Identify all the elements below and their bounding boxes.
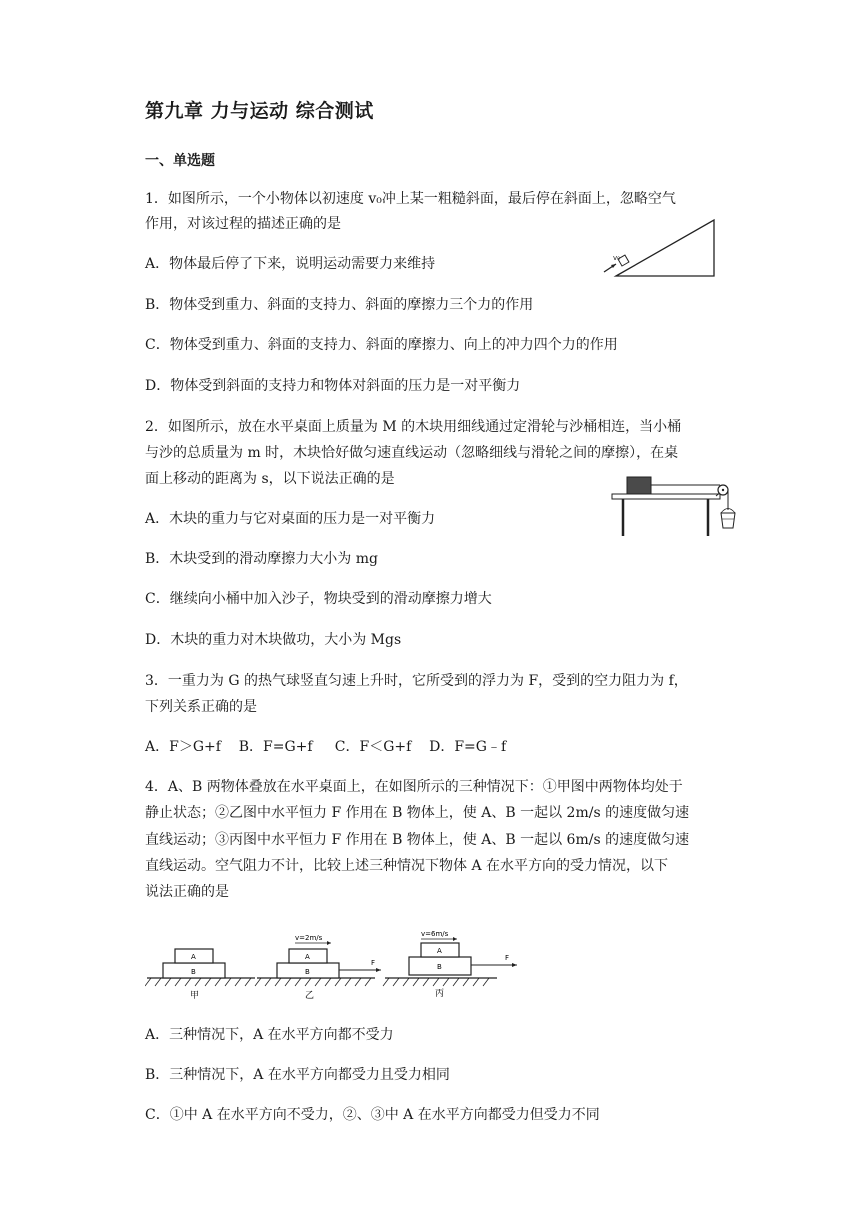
caption-jia: 甲: [190, 991, 200, 1001]
force-label: F: [371, 959, 376, 967]
wood-block: [627, 477, 651, 494]
q4-option-c: C．①中 A 在水平方向不受力，②、③中 A 在水平方向都受力但受力不同: [145, 1107, 600, 1123]
q4-stem-line-2: 静止状态；②乙图中水平恒力 F 作用在 B 物体上，使 A、B 一起以 2m/s 的速度做匀速: [145, 805, 690, 821]
pulley-table-figure: [608, 470, 738, 542]
speed-label-6: v=6m/s: [421, 930, 449, 938]
caption-bing: 丙: [435, 989, 445, 999]
q2-option-b: B．木块受到的滑动摩擦力大小为 mg: [145, 551, 378, 567]
panel-bing: [383, 930, 517, 999]
panel-jia: [145, 949, 255, 1001]
q1-stem-line-2: 作用，对该过程的描述正确的是: [145, 216, 341, 232]
q4-option-b: B．三种情况下，A 在水平方向都受力且受力相同: [145, 1067, 450, 1083]
q3-stem-line-1: 3．一重力为 G 的热气球竖直匀速上升时，它所受到的浮力为 F，受到的空力阻力为 f，: [145, 673, 688, 689]
table-top: [612, 494, 720, 499]
caption-yi: 乙: [305, 991, 315, 1001]
label-b: B: [191, 968, 196, 976]
stacked-blocks-figure: [145, 925, 525, 1005]
page-title: 第九章 力与运动 综合测试: [145, 100, 374, 122]
q2-option-d: D．木块的重力对木块做功，大小为 Mgs: [145, 632, 402, 648]
incline-triangle: [616, 220, 714, 276]
q1-option-a: A．物体最后停了下来，说明运动需要力来维持: [145, 256, 436, 272]
q2-stem-line-1: 2．如图所示，放在水平桌面上质量为 M 的木块用细线通过定滑轮与沙桶相连，当小桶: [145, 419, 682, 435]
q1-stem-line-1: 1．如图所示，一个小物体以初速度 v₀冲上某一粗糙斜面，最后停在斜面上，忽略空气: [145, 191, 676, 207]
label-a: A: [191, 953, 196, 961]
speed-label-2: v=2m/s: [295, 934, 323, 942]
q1-option-d: D．物体受到斜面的支持力和物体对斜面的压力是一对平衡力: [145, 378, 521, 394]
label-b: B: [305, 968, 310, 976]
q3-options: A．F＞G+f B．F=G+f C．F＜G+f D．F=G﹣f: [145, 739, 507, 755]
label-a: A: [437, 947, 442, 955]
q2-option-a: A．木块的重力与它对桌面的压力是一对平衡力: [145, 511, 436, 527]
incline-figure: [602, 214, 720, 278]
force-label: F: [505, 954, 510, 962]
v0-label: v₀: [613, 254, 620, 262]
q2-option-c: C．继续向小桶中加入沙子，物块受到的滑动摩擦力增大: [145, 591, 492, 607]
q3-stem-line-2: 下列关系正确的是: [145, 699, 257, 715]
q4-stem-line-1: 4．A、B 两物体叠放在水平桌面上，在如图所示的三种情况下：①甲图中两物体均处于: [145, 779, 683, 795]
q4-stem-line-4: 直线运动。空气阻力不计，比较上述三种情况下物体 A 在水平方向的受力情况，以下: [145, 858, 669, 874]
label-a: A: [305, 953, 310, 961]
q1-option-b: B．物体受到重力、斜面的支持力、斜面的摩擦力三个力的作用: [145, 297, 534, 313]
q4-stem-line-3: 直线运动；③丙图中水平恒力 F 作用在 B 物体上，使 A、B 一起以 6m/s 的速度做匀速: [145, 832, 690, 848]
q2-stem-line-2: 与沙的总质量为 m 时，木块恰好做匀速直线运动（忽略细线与滑轮之间的摩擦），在桌: [145, 445, 679, 461]
q2-stem-line-3: 面上移动的距离为 s，以下说法正确的是: [145, 471, 395, 487]
panel-yi: [255, 934, 381, 1001]
section-heading: 一、单选题: [145, 153, 215, 169]
q4-stem-line-5: 说法正确的是: [145, 884, 229, 900]
q4-option-a: A．三种情况下，A 在水平方向都不受力: [145, 1027, 394, 1043]
label-b: B: [437, 963, 442, 971]
sand-bucket: [721, 513, 735, 528]
q1-option-c: C．物体受到重力、斜面的支持力、斜面的摩擦力、向上的冲力四个力的作用: [145, 337, 618, 353]
